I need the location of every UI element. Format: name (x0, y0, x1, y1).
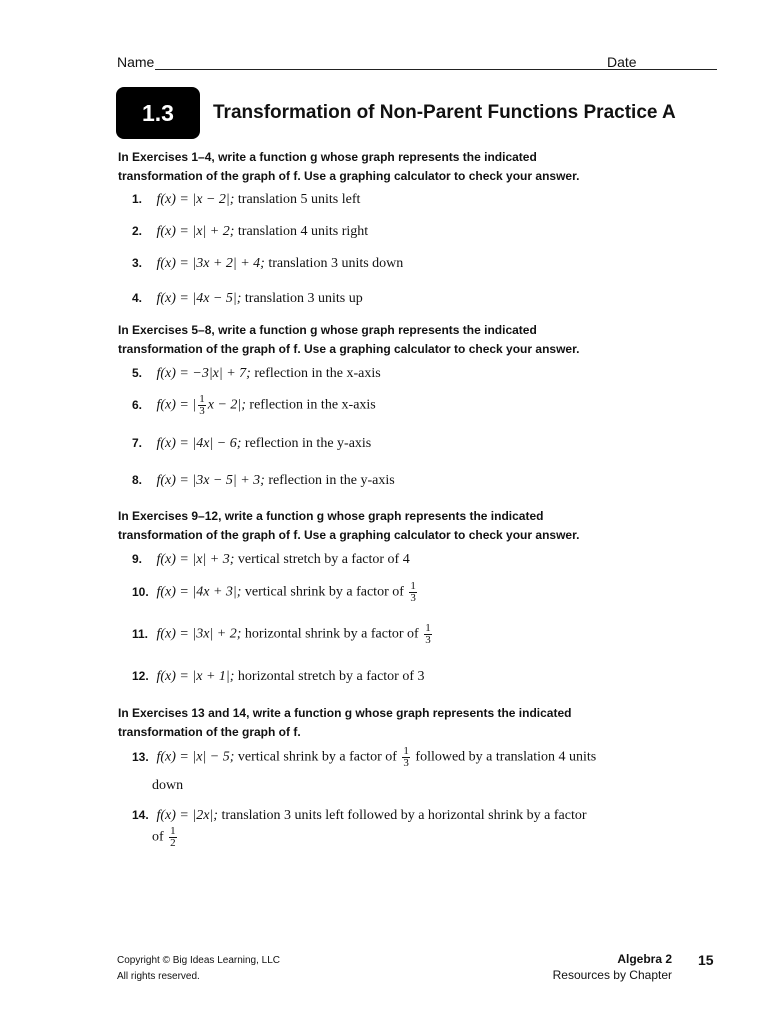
exercise-7 (132, 436, 371, 452)
exercise-description: translation 3 units left followed by a horizontal shrink by a factor (221, 808, 587, 823)
fraction-denominator: 2 (170, 837, 176, 849)
exercise-expression-end: x − 2|; (207, 397, 246, 413)
exercise-description: horizontal shrink by a factor of (244, 626, 419, 642)
instruction-line: In Exercises 9–12, write a function g whose graph represents the indicated (118, 509, 544, 523)
exercise-expression: f(x) = |x| + 2; (156, 224, 235, 239)
fraction (402, 746, 410, 769)
exercise-description: translation 5 units left (237, 192, 361, 207)
exercise-13-continued: down (152, 778, 184, 793)
exercise-description: vertical shrink by a factor of (244, 584, 404, 600)
page-number: 15 (698, 952, 714, 968)
exercise-expression: f(x) = |4x| − 6; (156, 436, 242, 451)
fraction (424, 623, 432, 646)
book-title: Algebra 2 (617, 952, 672, 966)
instruction-line: transformation of the graph of f. Use a graphing calculator to check your answer. (118, 169, 580, 183)
exercise-description: translation 3 units up (244, 291, 363, 306)
exercise-14 (132, 808, 587, 824)
instruction-line: In Exercises 13 and 14, write a function g whose graph represents the indicated (118, 706, 572, 720)
exercise-description-end: followed by a translation 4 units (415, 749, 597, 765)
instructions-2 (118, 321, 579, 359)
fraction-numerator: 1 (199, 393, 205, 405)
exercise-expression: f(x) = |3x − 5| + 3; (156, 473, 265, 488)
date-label: Date (607, 54, 637, 70)
exercise-11 (132, 623, 434, 646)
name-label: Name (117, 54, 155, 70)
fraction (198, 394, 206, 417)
exercise-14-continued (152, 826, 179, 849)
instruction-line: In Exercises 1–4, write a function g whose graph represents the indicated (118, 150, 537, 164)
exercise-1 (132, 192, 360, 208)
exercise-description: reflection in the x-axis (254, 366, 381, 381)
exercise-5 (132, 366, 381, 382)
exercise-13 (132, 746, 596, 769)
exercise-description: reflection in the x-axis (249, 397, 376, 413)
exercise-number: 9. (132, 552, 143, 566)
rights-text: All rights reserved. (117, 971, 200, 982)
fraction-denominator: 3 (199, 405, 205, 417)
exercise-expression: f(x) = |x| + 3; (156, 552, 235, 567)
exercise-3 (132, 256, 403, 272)
footer-copyright (117, 953, 280, 985)
date-field[interactable] (639, 69, 717, 70)
exercise-number: 8. (132, 473, 143, 487)
exercise-6 (132, 394, 376, 417)
exercise-description: vertical shrink by a factor of (237, 749, 397, 765)
exercise-description: translation 4 units right (237, 224, 369, 239)
exercise-number: 11. (132, 626, 149, 641)
fraction (409, 581, 417, 604)
fraction-denominator: 3 (410, 592, 416, 604)
fraction-denominator: 3 (425, 634, 431, 646)
instructions-3 (118, 507, 579, 545)
exercise-12 (132, 669, 425, 685)
exercise-4 (132, 291, 363, 307)
exercise-number: 1. (132, 192, 143, 206)
exercise-description: vertical stretch by a factor of 4 (237, 552, 410, 567)
exercise-number: 7. (132, 436, 143, 450)
exercise-expression: f(x) = |2x|; (156, 808, 218, 823)
instruction-line: In Exercises 5–8, write a function g whose graph represents the indicated (118, 323, 537, 337)
instruction-line: transformation of the graph of f. Use a graphing calculator to check your answer. (118, 528, 580, 542)
instruction-line: transformation of the graph of f. Use a graphing calculator to check your answer. (118, 342, 580, 356)
exercise-number: 4. (132, 291, 143, 305)
exercise-description: translation 3 units down (268, 256, 404, 271)
exercise-8 (132, 473, 395, 489)
exercise-expression: f(x) = |4x + 3|; (156, 584, 242, 600)
fraction-numerator: 1 (170, 825, 176, 837)
instructions-1 (118, 148, 579, 186)
exercise-expression: f(x) = |x − 2|; (156, 192, 235, 207)
section-number-badge: 1.3 (116, 87, 200, 139)
footer-book (500, 951, 672, 983)
exercise-expression: f(x) = |3x| + 2; (156, 626, 242, 642)
fraction (169, 826, 177, 849)
exercise-number: 5. (132, 366, 143, 380)
resources-text: Resources by Chapter (552, 968, 672, 982)
exercise-description-end: of (152, 829, 164, 845)
exercise-expression: f(x) = |3x + 2| + 4; (156, 256, 265, 271)
exercise-description: reflection in the y-axis (244, 436, 372, 451)
fraction-denominator: 3 (403, 757, 409, 769)
fraction-numerator: 1 (410, 580, 416, 592)
exercise-expression: f(x) = |x + 1|; (156, 669, 235, 684)
exercise-description: reflection in the y-axis (268, 473, 395, 488)
exercise-number: 10. (132, 584, 149, 599)
exercise-10 (132, 581, 419, 604)
exercise-number: 2. (132, 224, 143, 238)
exercise-expression: f(x) = −3|x| + 7; (156, 366, 251, 381)
header (117, 54, 717, 76)
instructions-4 (118, 704, 571, 742)
instruction-line: transformation of the graph of f. (118, 725, 301, 739)
exercise-9 (132, 552, 410, 568)
page-title: Transformation of Non-Parent Functions Practice A (213, 102, 676, 123)
exercise-expression: f(x) = |x| − 5; (156, 749, 235, 765)
exercise-2 (132, 224, 368, 240)
exercise-expression: f(x) = |4x − 5|; (156, 291, 242, 306)
exercise-number: 6. (132, 397, 143, 412)
exercise-number: 14. (132, 808, 149, 822)
fraction-numerator: 1 (403, 745, 409, 757)
exercise-number: 12. (132, 669, 149, 683)
exercise-description: horizontal stretch by a factor of 3 (237, 669, 425, 684)
copyright-text: Copyright © Big Ideas Learning, LLC (117, 955, 281, 966)
exercise-expression-start: f(x) = | (156, 397, 197, 413)
exercise-number: 13. (132, 749, 149, 764)
fraction-numerator: 1 (425, 622, 431, 634)
exercise-number: 3. (132, 256, 143, 270)
